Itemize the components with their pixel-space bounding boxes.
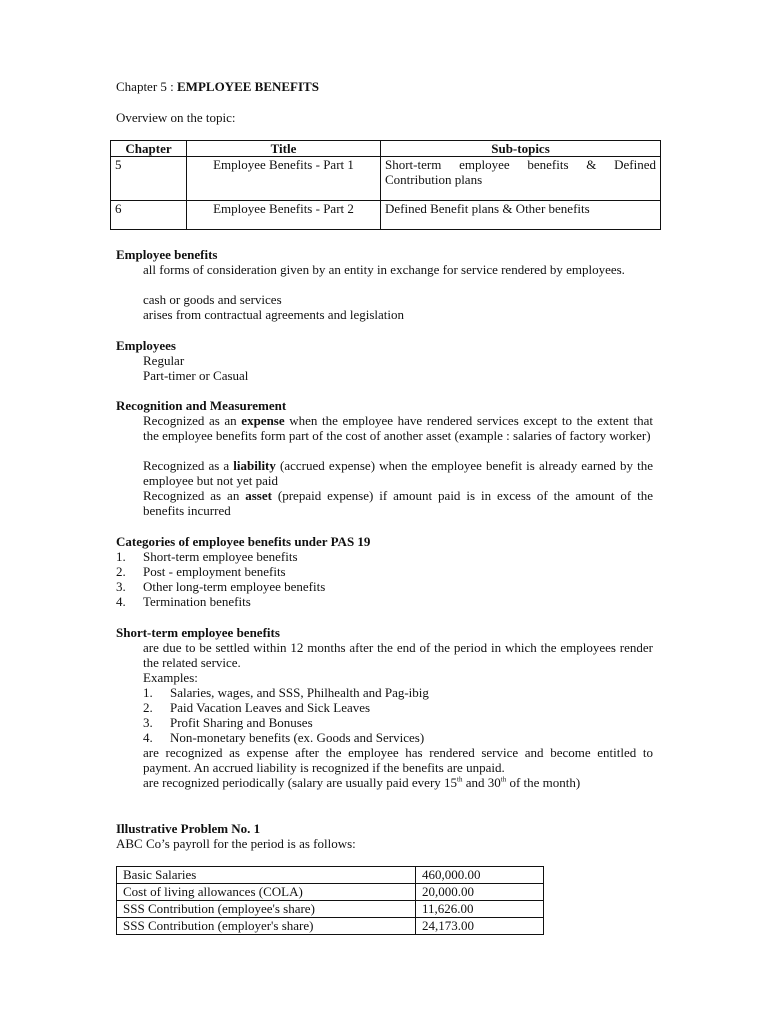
table-row [117,918,544,935]
table-cell: SSS Contribution (employer's share) [117,918,416,935]
list-item: Part-timer or Casual [143,368,249,383]
paragraph-liability: Recognized as a liability (accrued expense) when the employee benefit is already earned by the employee but not yet paid [143,458,654,488]
overview-label: Overview on the topic: [116,110,236,125]
paragraph-expense: Recognized as an expense when the employee have rendered services except to the extent that the employee benefits form part of the cost of another asset (example : salaries of factory worker) [143,413,653,443]
list-number: 2. [143,700,153,715]
list-number: 1. [143,685,153,700]
table-cell: 11,626.00 [416,901,544,918]
list-item: Non-monetary benefits (ex. Goods and Services) [170,730,425,745]
list-number: 3. [143,715,153,730]
list-item: Profit Sharing and Bonuses [170,715,313,730]
paragraph: cash or goods and services [143,292,282,307]
list-item: Salaries, wages, and SSS, Philhealth and Pag-ibig [170,685,429,700]
table-row [111,157,661,201]
section-heading-recognition: Recognition and Measurement [116,398,287,413]
table-cell: 6 [111,201,187,230]
payroll-table [116,866,544,935]
examples-label: Examples: [143,670,198,685]
table-row [117,884,544,901]
table-cell: 5 [111,157,187,201]
overview-table [110,140,661,230]
paragraph-asset: Recognized as an asset (prepaid expense) if amount paid is in excess of the amount of the benefits incurred [143,488,653,518]
list-item: Post - employment benefits [143,564,286,579]
list-number: 2. [116,564,126,579]
list-item: Regular [143,353,185,368]
column-header: Chapter [111,141,187,157]
table-cell: Employee Benefits - Part 1 [187,157,381,201]
table-row [111,201,661,230]
list-item: Paid Vacation Leaves and Sick Leaves [170,700,371,715]
list-item: Other long-term employee benefits [143,579,326,594]
section-heading-categories: Categories of employee benefits under PAS 19 [116,534,371,549]
table-cell: 20,000.00 [416,884,544,901]
section-heading-short-term: Short-term employee benefits [116,625,280,640]
table-row [117,901,544,918]
paragraph: ABC Co’s payroll for the period is as follows: [116,836,356,851]
table-cell: Short-term employee benefits & Defined Contribution plans [381,157,661,201]
section-heading-problem: Illustrative Problem No. 1 [116,821,261,836]
list-number: 4. [143,730,153,745]
list-item: Termination benefits [143,594,251,609]
list-number: 1. [116,549,126,564]
paragraph-periodic: are recognized periodically (salary are usually paid every 15th and 30th of the month) [143,775,581,790]
column-header: Sub-topics [381,141,661,157]
table-cell: 460,000.00 [416,867,544,884]
table-cell: 24,173.00 [416,918,544,935]
list-number: 4. [116,594,126,609]
table-cell: Defined Benefit plans & Other benefits [381,201,661,230]
table-row [117,867,544,884]
paragraph: arises from contractual agreements and legislation [143,307,404,322]
paragraph: are recognized as expense after the employee has rendered service and become entitled to payment. An accrued liability is recognized if the benefits are unpaid. [143,745,653,775]
section-heading-employee-benefits: Employee benefits [116,247,218,262]
list-item: Short-term employee benefits [143,549,298,564]
table-header-row [111,141,661,157]
table-cell: Employee Benefits - Part 2 [187,201,381,230]
paragraph: all forms of consideration given by an entity in exchange for service rendered by employees. [143,262,625,277]
list-number: 3. [116,579,126,594]
section-heading-employees: Employees [116,338,176,353]
chapter-heading: Chapter 5 : EMPLOYEE BENEFITS [116,79,319,94]
table-cell: SSS Contribution (employee's share) [117,901,416,918]
table-cell: Basic Salaries [117,867,416,884]
paragraph: are due to be settled within 12 months after the end of the period in which the employees render the related service. [143,640,653,670]
table-cell: Cost of living allowances (COLA) [117,884,416,901]
column-header: Title [187,141,381,157]
